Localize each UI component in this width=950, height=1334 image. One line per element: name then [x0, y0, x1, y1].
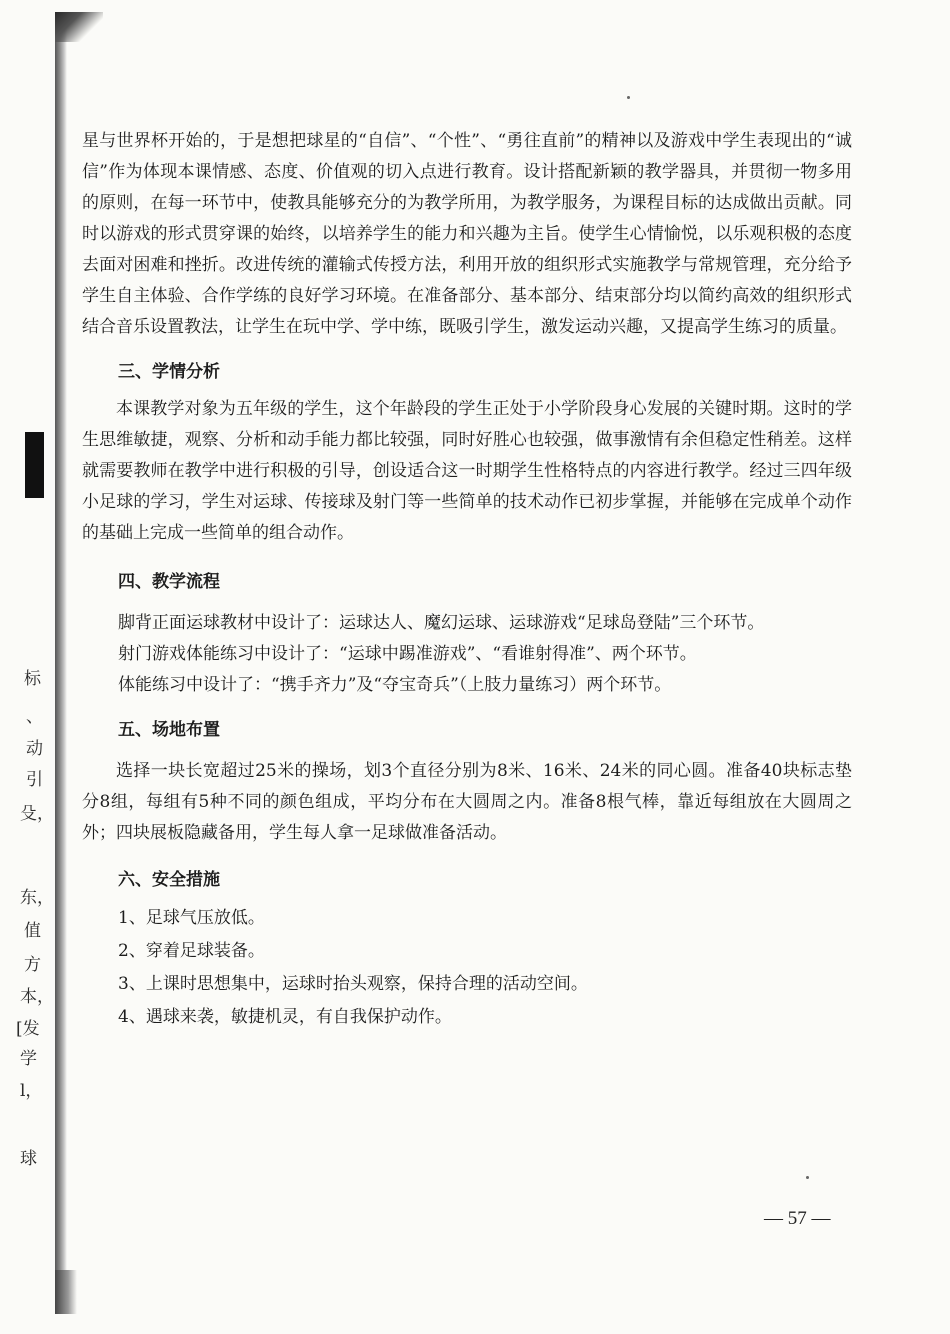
margin-fragment: 殳， — [20, 804, 54, 824]
teaching-process-line: 体能练习中设计了：“携手齐力”及“夺宝奇兵”（上肢力量练习）两个环节。 — [118, 675, 672, 695]
scan-speck — [806, 1176, 809, 1179]
section-heading-venue-setup: 五、场地布置 — [118, 720, 220, 740]
margin-fragment: 方 — [24, 955, 41, 975]
margin-fragment: [发 — [16, 1019, 40, 1039]
margin-fragment: 动 — [26, 739, 43, 759]
black-margin-tab — [25, 432, 44, 498]
section-heading-safety-measures: 六、安全措施 — [118, 870, 220, 890]
section-heading-learning-analysis: 三、学情分析 — [118, 362, 220, 382]
margin-fragment: 引 — [26, 770, 43, 790]
margin-fragment: 本， — [20, 987, 54, 1007]
binding-shadow-bottom — [55, 1270, 77, 1314]
page-body — [82, 126, 852, 1034]
binding-edge — [55, 14, 67, 1314]
margin-fragment: 球 — [20, 1149, 37, 1169]
margin-fragment: 标 — [24, 669, 41, 689]
safety-item: 1、足球气压放低。 — [118, 908, 265, 928]
margin-fragment: 学 — [20, 1049, 37, 1069]
safety-item: 4、遇球来袭，敏捷机灵，有自我保护动作。 — [118, 1007, 452, 1027]
binding-shadow-top — [55, 12, 103, 42]
margin-fragment: 、 — [26, 707, 43, 727]
scan-speck — [627, 96, 630, 99]
safety-item: 2、穿着足球装备。 — [118, 941, 265, 961]
section-heading-teaching-process: 四、教学流程 — [118, 572, 220, 592]
intro-paragraph: 星与世界杯开始的，于是想把球星的“自信”、“个性”、“勇往直前”的精神以及游戏中学生表现出的“诚信”作为体现本课情感、态度、价值观的切入点进行教育。设计搭配新颖的教学器具，并贯彻一物多用的原则，在每一环节中，使教具能够充分的为教学所用，为教学服务，为课程目标的达成做出贡献。同时以游戏的形式贯穿课的始终，以培养学生的能力和兴趣为主旨。使学生心情愉悦，以乐观积极的态度去面对困难和挫折。改进传统的灌输式传授方法，利用开放的组织形式实施教学与常规管理，充分给予学生自主体验、合作学练的良好学习环境。在准备部分、基本部分、结束部分均以简约高效的组织形式结合音乐设置教法，让学生在玩中学、学中练，既吸引学生，激发运动兴趣，又提高学生练习的质量。 — [82, 131, 852, 337]
teaching-process-line: 射门游戏体能练习中设计了：“运球中踢准游戏”、“看谁射得准”、两个环节。 — [118, 644, 697, 664]
margin-fragment: l， — [20, 1081, 43, 1101]
learning-analysis-paragraph: 本课教学对象为五年级的学生，这个年龄段的学生正处于小学阶段身心发展的关键时期。这时的学生思维敏捷，观察、分析和动手能力都比较强，同时好胜心也较强，做事激情有余但稳定性稍差。这样就需要教师在教学中进行积极的引导，创设适合这一时期学生性格特点的内容进行教学。经过三四年级小足球的学习，学生对运球、传接球及射门等一些简单的技术动作已初步掌握，并能够在完成单个动作的基础上完成一些简单的组合动作。 — [82, 399, 852, 543]
margin-fragment: 东， — [20, 888, 54, 908]
teaching-process-line: 脚背正面运球教材中设计了：运球达人、魔幻运球、运球游戏“足球岛登陆”三个环节。 — [118, 613, 765, 633]
page-number: — 57 — — [764, 1208, 831, 1229]
venue-setup-paragraph: 选择一块长宽超过25米的操场，划3个直径分别为8米、16米、24米的同心圆。准备40块标志垫分8组，每组有5种不同的颜色组成，平均分布在大圆周之内。准备8根气棒，靠近每组放在大圆周之外；四块展板隐藏备用，学生每人拿一足球做准备活动。 — [82, 761, 852, 843]
safety-item: 3、上课时思想集中，运球时抬头观察，保持合理的活动空间。 — [118, 974, 588, 994]
margin-fragment: 值 — [24, 921, 41, 941]
